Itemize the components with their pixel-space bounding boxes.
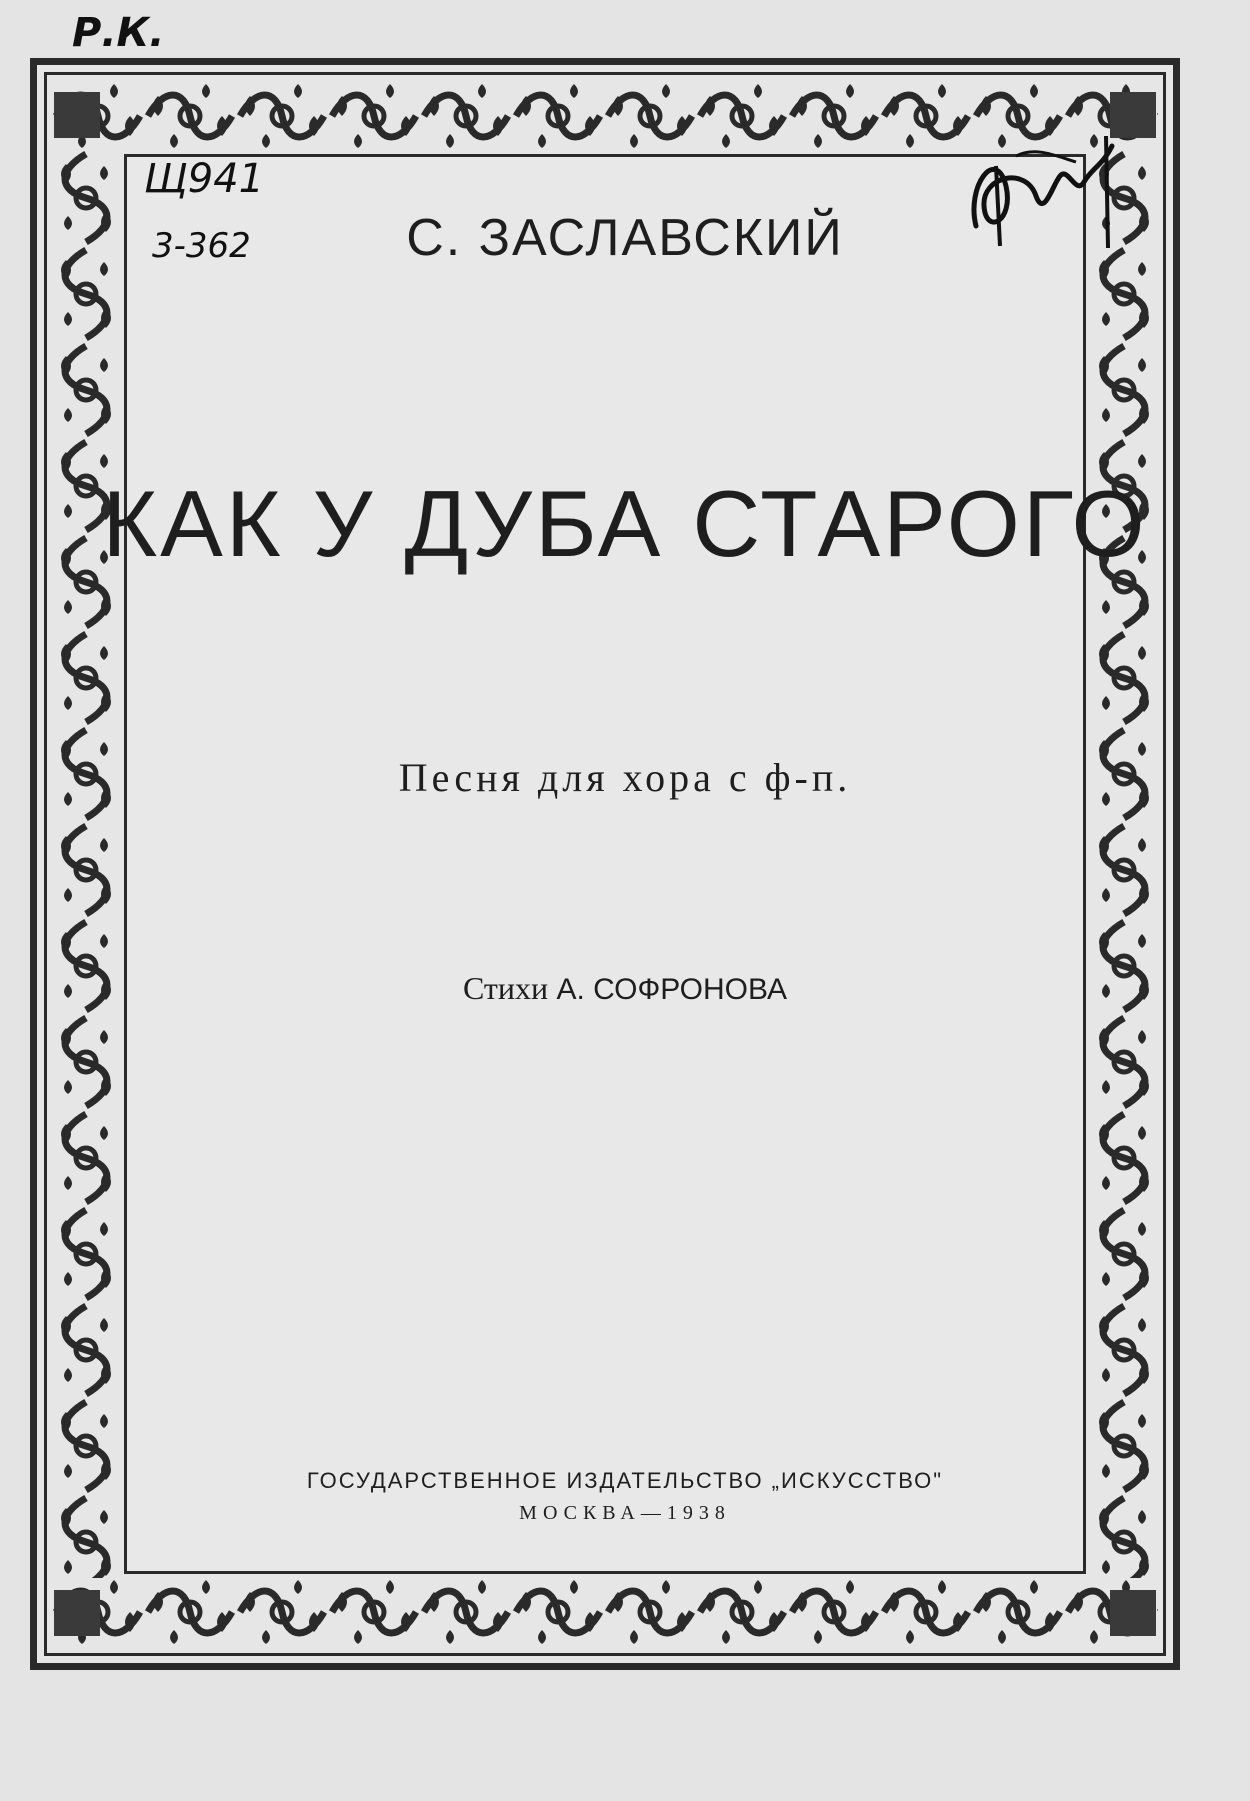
song-title: КАК У ДУБА СТАРОГО xyxy=(102,471,1148,576)
ornament-band-left xyxy=(52,150,120,1578)
handwritten-catalog-code: 3-362 xyxy=(152,226,251,266)
publication-city-year: МОСКВА—1938 xyxy=(519,1502,731,1524)
ornament-band-bottom xyxy=(52,1578,1158,1646)
author-name: С. ЗАСЛАВСКИЙ xyxy=(406,209,844,267)
corner-block-bottom-left xyxy=(54,1590,100,1636)
ornament-bottom-icon xyxy=(52,1578,1158,1646)
lyrics-label: Стихи xyxy=(462,970,549,1006)
signature-icon xyxy=(956,126,1126,256)
handwritten-shelf-code: Щ941 xyxy=(144,156,265,202)
corner-block-top-left xyxy=(54,92,100,138)
ornament-band-right xyxy=(1090,150,1158,1578)
title-panel xyxy=(124,154,1086,1574)
corner-block-bottom-right xyxy=(1110,1590,1156,1636)
ornament-right-icon xyxy=(1090,150,1158,1578)
song-subtitle: Песня для хора с ф-п. xyxy=(398,755,852,800)
handwritten-mark-top: Р.К. xyxy=(72,10,165,56)
ornament-left-icon xyxy=(52,150,120,1578)
publisher-name: ГОСУДАРСТВЕННОЕ ИЗДАТЕЛЬСТВО „ИСКУССТВО" xyxy=(306,1468,944,1493)
lyrics-credit xyxy=(0,970,1250,1007)
lyrics-author: А. СОФРОНОВА xyxy=(556,973,788,1006)
